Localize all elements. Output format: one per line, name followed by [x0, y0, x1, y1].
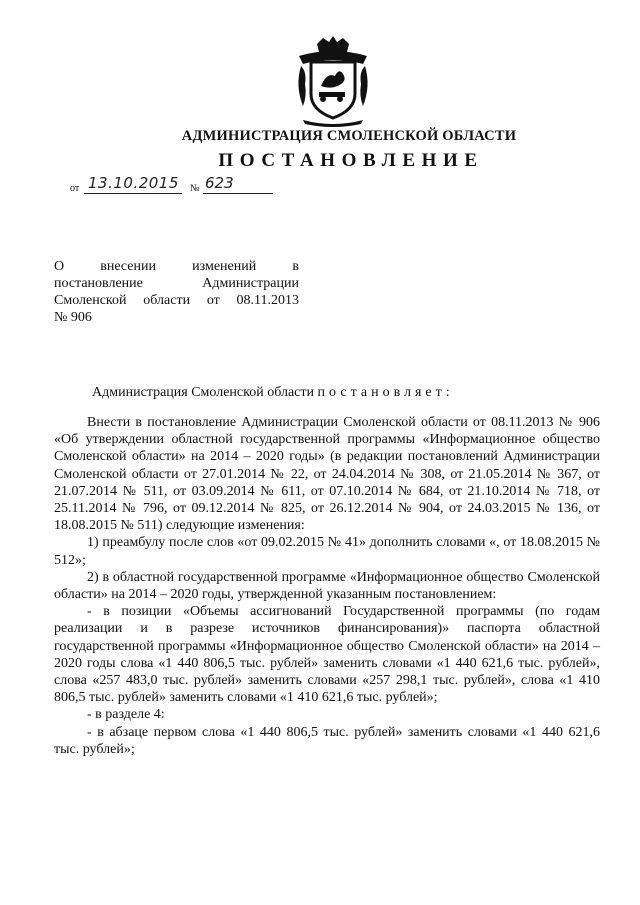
subject-line: постановление Администрации — [54, 276, 299, 291]
document-type-title: ПОСТАНОВЛЕНИЕ — [218, 150, 484, 171]
organization-name: АДМИНИСТРАЦИЯ СМОЛЕНСКОЙ ОБЛАСТИ — [181, 128, 517, 144]
body-paragraph: - в разделе 4: — [87, 707, 165, 723]
handwritten-date: 13.10.2015 — [84, 174, 182, 194]
body-paragraph: - в абзаце первом слова «1 440 806,5 тыс. рублей» заменить словами «1 440 621,6 тыс. рублей»; — [54, 724, 600, 757]
body-paragraph: Внести в постановление Администрации Смоленской области от 08.11.2013 № 906 «Об утверждении областной государственной программы «Информационное общество Смоленской области» на 2014 – 2020 годы» (в редакции постановлений Администрации Смоленской области от 27.01.2014 № 22, от 24.04.2014 № 308, от 21.05.2014 № 367, от 21.07.2014 № 511, от 03.09.2014 № 611, от 07.10.2014 № 684, от 21.10.2014 № 718, от 25.11.2014 № 796, от 09.12.2014 № 825, от 26.12.2014 № 904, от 24.03.2015 № 136, от 18.08.2015 № 511) следующие изменения: — [54, 415, 600, 534]
body-paragraph: 1) преамбулу после слов «от 09.02.2015 № 41» дополнить словами «, от 18.08.2015 № 512»; — [54, 535, 600, 568]
date-prefix: от — [70, 183, 80, 194]
body-paragraph: 2) в областной государственной программе «Информационное общество Смоленской области» на 2014 – 2020 годы, утвержденной указанным постановлением: — [54, 569, 600, 603]
subject-line: О внесении изменений в — [54, 259, 299, 274]
decree-lead: Администрация Смоленской области — [92, 385, 315, 400]
body-paragraph: - в позиции «Объемы ассигнований Государственной программы (по годам реализации и в разрезе источников финансирования)» паспорта областной государственной программы «Информационное общество Смоленской области» на 2014 – 2020 годы слова «1 440 806,5 тыс. рублей» заменить словами «1 440 621,6 тыс. рублей», слова «257 483,0 тыс. рублей» заменить словами «257 298,1 тыс. рублей», слова «1 410 806,5 тыс. рублей» заменить словами «1 410 621,6 тыс. рублей»; — [54, 604, 600, 706]
subject-line: Смоленской области от 08.11.2013 — [54, 293, 299, 308]
document-subject — [54, 258, 299, 326]
document-body — [54, 414, 600, 758]
number-label: № — [190, 183, 200, 194]
coat-of-arms-emblem — [293, 36, 373, 128]
decree-statement — [54, 384, 600, 401]
subject-line: № 906 — [54, 310, 92, 325]
decree-keyword: постановляет: — [317, 385, 454, 400]
handwritten-number: 623 — [203, 174, 273, 194]
